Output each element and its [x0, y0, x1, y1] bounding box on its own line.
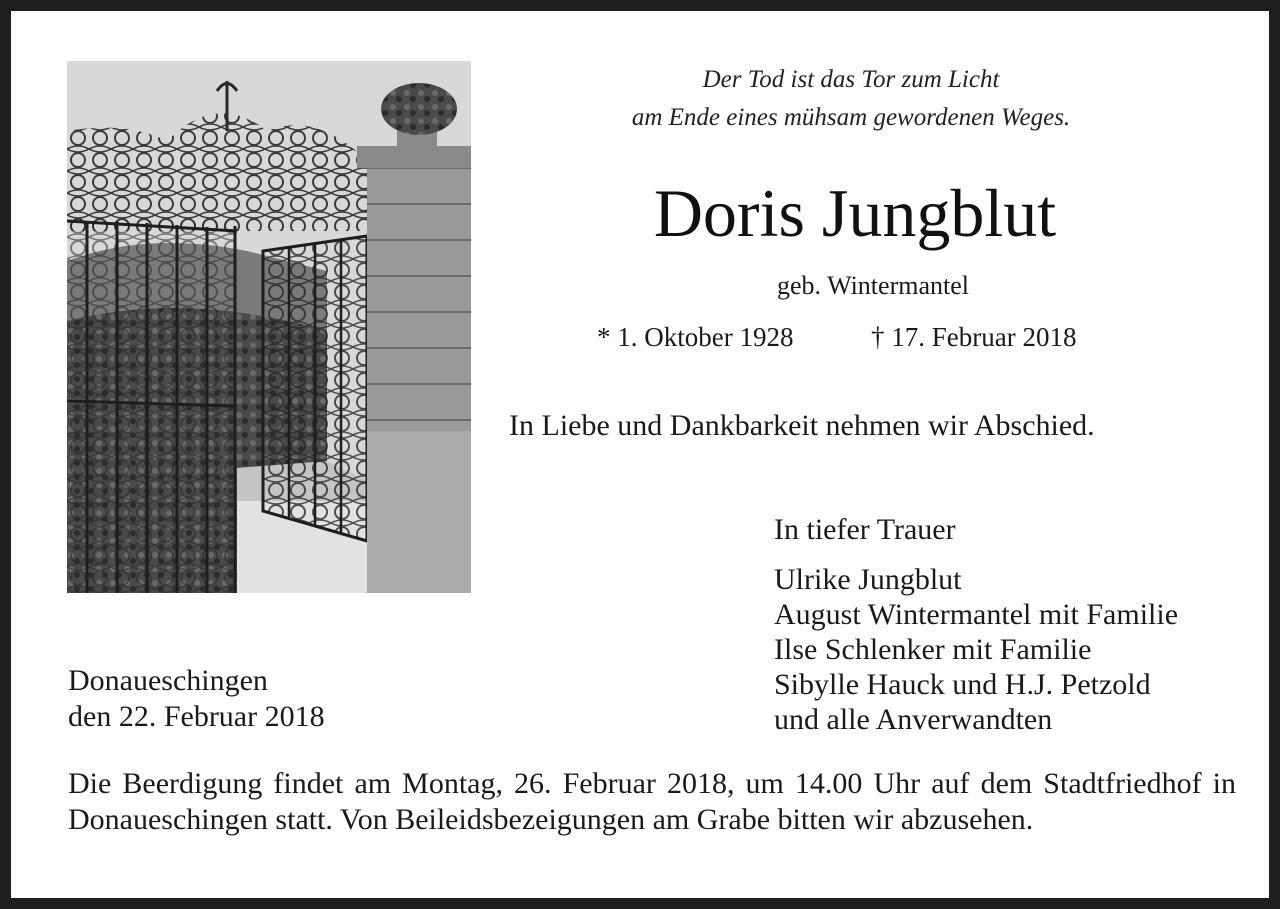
epigraph-quote: [531, 61, 1171, 137]
mourner-entry: Sibylle Hauck und H.J. Petzold: [774, 668, 1151, 701]
mourner-entry: und alle Anverwandten: [774, 703, 1053, 736]
quote-line: Der Tod ist das Tor zum Licht: [702, 66, 1000, 93]
quote-line: am Ende eines mühsam gewordenen Weges.: [631, 104, 1071, 131]
birth-date: * 1. Oktober 1928: [597, 322, 794, 352]
birth-name: geb. Wintermantel: [777, 271, 969, 300]
farewell-line: In Liebe und Dankbarkeit nehmen wir Abschied.: [509, 409, 1095, 442]
funeral-info: Die Beerdigung findet am Montag, 26. Februar 2018, um 14.00 Uhr auf dem Stadtfriedhof in Donaueschingen statt. Von Beileidsbezeigungen am Grabe bitten wir abzusehen.: [68, 767, 1236, 836]
mourning-heading: In tiefer Trauer: [774, 513, 956, 546]
mourners-list: [774, 562, 1178, 737]
mourner-entry: Ilse Schlenker mit Familie: [774, 633, 1092, 666]
death-date: † 17. Februar 2018: [871, 322, 1077, 352]
notice-date: den 22. Februar 2018: [68, 700, 325, 733]
mourner-entry: August Wintermantel mit Familie: [774, 598, 1179, 631]
place-and-date: [68, 663, 325, 735]
place-name: Donaueschingen: [68, 664, 268, 697]
mourner-entry: Ulrike Jungblut: [774, 563, 962, 596]
deceased-name: Doris Jungblut: [653, 175, 1057, 251]
gate-photo: [67, 61, 471, 593]
gate-photo-illustration: [67, 61, 471, 593]
